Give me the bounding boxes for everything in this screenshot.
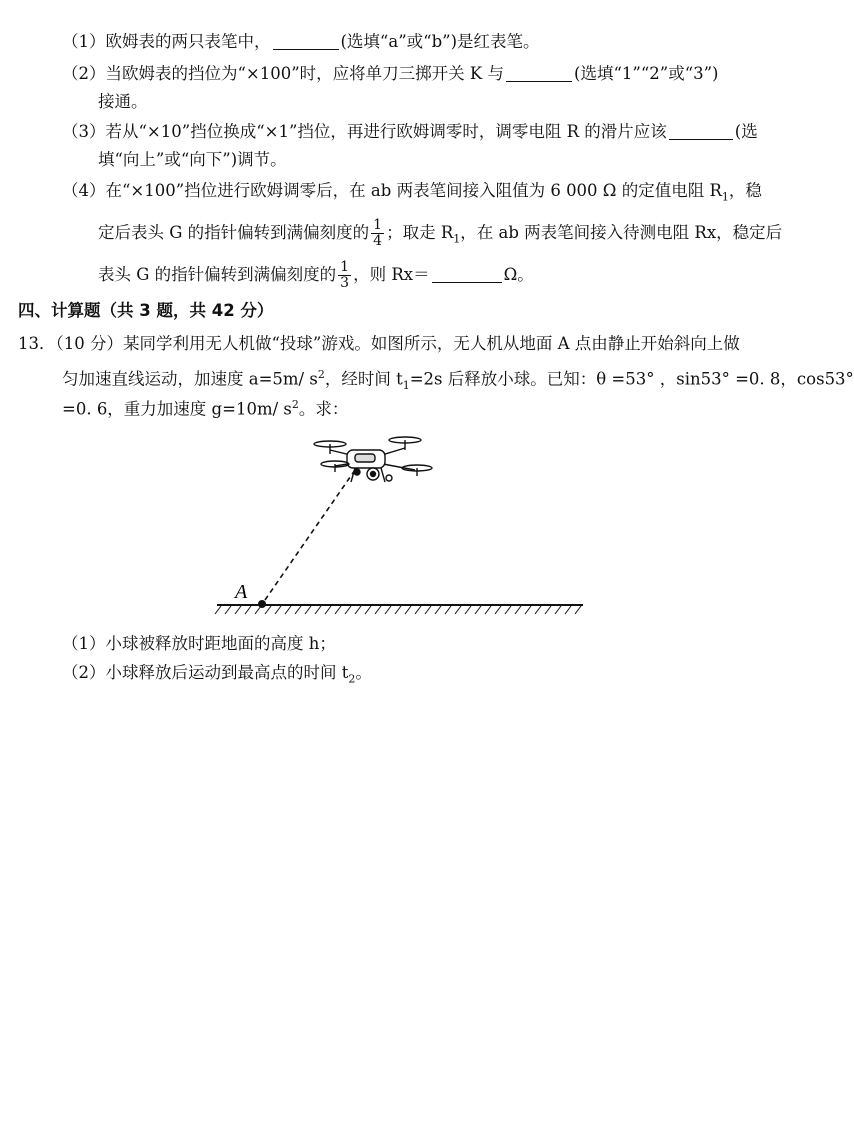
answer-blank-4[interactable]	[432, 266, 502, 283]
q12-part4-line2-mid: ；取走 R	[386, 223, 454, 242]
section-heading: 四、计算题（共 3 题，共 42 分）	[18, 301, 274, 320]
q12-part2-cont: 接通。	[98, 92, 148, 111]
answer-blank-3[interactable]	[669, 123, 733, 140]
drone-icon	[314, 437, 432, 482]
superscript: 2	[291, 398, 299, 411]
q12-part2-tail: (选填“1”“2”或“3”)	[574, 64, 719, 83]
q12-part4	[62, 180, 762, 208]
q13-sub2-text: （2）小球释放后运动到最高点的时间 t	[62, 663, 349, 682]
q12-part3	[62, 121, 758, 143]
q12-part4-line3-mid: ，则 Rx＝	[353, 265, 430, 284]
point-a-dot	[258, 600, 266, 608]
q13-line3-tail: 。求：	[298, 399, 349, 419]
fraction-numerator: 1	[340, 259, 350, 275]
q12-part4-line2	[98, 216, 782, 256]
q13-line2-text: 匀加速直线运动，加速度 a=5m/ s	[62, 369, 318, 389]
q12-part4-line2-tail: ，在 ab 两表笔间接入待测电阻 Rx，稳定后	[460, 223, 783, 242]
q13-line2-mid: ，经时间 t	[324, 369, 403, 389]
q12-part2	[62, 63, 719, 85]
q13-line3	[62, 394, 348, 421]
fraction-denominator: 4	[373, 233, 383, 249]
q13-line1-text: （10 分）某同学利用无人机做“投球”游戏。如图所示，无人机从地面 A 点由静止开始斜向上做	[55, 334, 740, 353]
q12-part3-text: （3）若从“×10”挡位换成“×1”挡位，再进行欧姆调零时，调零电阻 R 的滑片应该	[62, 122, 667, 141]
fraction-numerator: 1	[373, 217, 383, 233]
q13-line1	[18, 333, 740, 355]
drone-figure	[205, 420, 605, 620]
fraction-denominator: 3	[340, 275, 350, 291]
dashed-path	[265, 470, 355, 600]
q12-part3-cont: 填“向上”或“向下”)调节。	[98, 150, 287, 169]
q12-part1-tail: (选填“a”或“b”)是红表笔。	[340, 32, 540, 51]
ohm-unit: Ω。	[503, 265, 534, 284]
fraction-one-quarter	[371, 218, 384, 249]
answer-blank-1[interactable]	[273, 33, 339, 50]
q12-part4-line3-text: 表头 G 的指针偏转到满偏刻度的	[98, 265, 337, 284]
ground-hatching	[215, 606, 581, 614]
q13-sub2-tail: 。	[355, 663, 372, 682]
fraction-one-third	[338, 260, 351, 291]
q13-line2	[62, 364, 854, 397]
q13-line2-tail: =2s 后释放小球。已知：θ =53° ，sin53° =0. 8，cos53°	[409, 369, 854, 389]
q12-part4-line2-text: 定后表头 G 的指针偏转到满偏刻度的	[98, 223, 370, 242]
q13-sub1: （1）小球被释放时距地面的高度 h；	[62, 634, 336, 653]
q12-part4-tail: ，稳	[728, 181, 762, 200]
q12-part1-text: （1）欧姆表的两只表笔中，	[62, 32, 271, 51]
q13-sub2	[62, 662, 372, 690]
q12-part4-text: （4）在“×100”挡位进行欧姆调零后，在 ab 两表笔间接入阻值为 6 000 Ω 的定值电阻 R	[62, 181, 722, 200]
q12-part1	[62, 31, 540, 53]
question-number: 13．	[18, 334, 56, 353]
q12-part2-text: （2）当欧姆表的挡位为“×100”时，应将单刀三掷开关 K 与	[62, 64, 505, 83]
subscript: 1	[402, 378, 410, 392]
q13-line3-text: =0. 6，重力加速度 g=10m/ s	[62, 399, 292, 419]
r1-subscript: 1	[453, 232, 461, 246]
answer-blank-2[interactable]	[506, 65, 572, 82]
q12-part4-line3	[98, 258, 534, 292]
superscript: 2	[317, 368, 325, 381]
subscript: 2	[348, 672, 356, 686]
r1-subscript: 1	[721, 190, 729, 204]
q12-part3-tail: (选	[734, 122, 758, 141]
point-a-label: A	[235, 581, 248, 603]
